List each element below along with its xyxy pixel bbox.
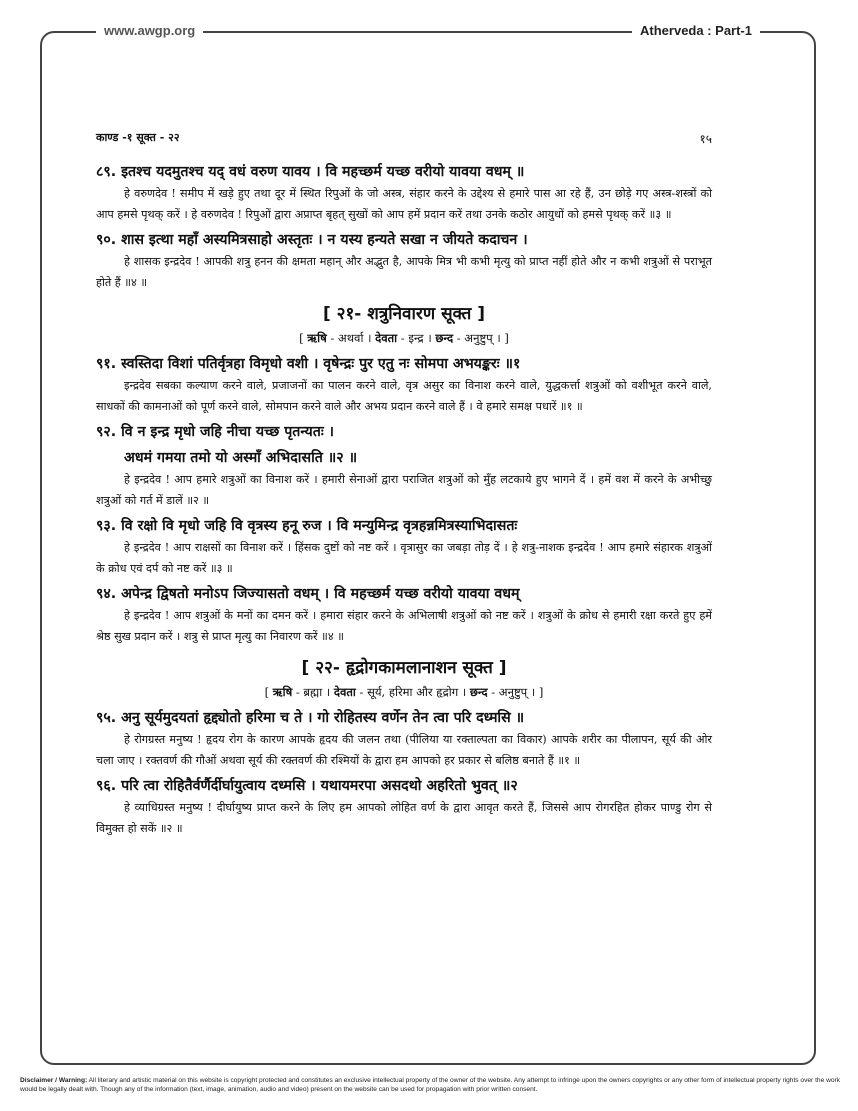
devata-label: देवता [375,331,398,345]
meta-open-bracket: [ [299,331,304,345]
translation-90: हे शासक इन्द्रदेव ! आपकी शत्रु हनन की क्षमता महान् और अद्भुत है, आपके मित्र भी कभी मृत्यु को प्राप्त नहीं होते और न कभी शत्रुओं से पराभूत होते हैं ॥४ ॥ [96,255,712,289]
book-title: Atherveda : Part-1 [632,23,760,38]
verse-93: ९३. वि रक्षो वि मृधो जहि वि वृत्रस्य हनू रुज । वि मन्युमिन्द्र वृत्रहन्नमित्रस्याभिदासतः [96,518,518,534]
verse-94: ९४. अपेन्द्र द्विषतो मनोऽप जिज्यासतो वधम् । वि महच्छर्म यच्छ वरीयो यावया वधम् [96,586,520,602]
chhand-label: छन्द [435,331,454,345]
verse-92-line2: अधमं गमया तमो यो अस्माँ अभिदासति ॥२ ॥ [124,450,358,466]
translation-94: हे इन्द्रदेव ! आप शत्रुओं के मनों का दमन करें । हमारा संहार करने के अभिलाषी शत्रुओं को नष्ट करें । शत्रुओं के क्रोध से हमारी रक्षा करते हुए हमें श्रेष्ठ सुख प्रदान करें । शत्रु से प्राप्त मृत्यु का निवारण करें ॥४ ॥ [96,609,712,643]
verse-89: ८९. इतश्च यदमुतश्च यद् वधं वरुण यावय । वि महच्छर्म यच्छ वरीयो यावया वधम् ॥ [96,164,525,180]
rishi-label: ऋषि [272,685,293,699]
translation-95: हे रोगग्रस्त मनुष्य ! हृदय रोग के कारण आपके हृदय की जलन तथा (पीलिया या रक्ताल्पता का विकार) आपके शरीर का पीलापन, सूर्य की ओर चला जाए । रक्तवर्ण की गौओं अथवा सूर्य की रक्तवर्ण की रश्मियों के द्वारा हम आपको हर प्रकार से बलिष्ठ बनाते हैं ॥१ ॥ [96,733,712,767]
kanda-sukta-location: काण्ड -१ सूक्त - २२ [96,131,180,144]
rishi-label: ऋषि [307,331,327,345]
devata-label: देवता [333,685,356,699]
page-number: १५ [699,132,712,146]
verse-92: ९२. वि न इन्द्र मृधो जहि नीचा यच्छ पृतन्यतः । [96,424,335,440]
devata-value: इन्द्र । [408,331,432,345]
verse-96: ९६. परि त्वा रोहितैर्वर्णैर्दीर्घायुत्वाय दध्मसि । यथायमरपा असदथो अहरितो भुवत् ॥२ [96,778,518,794]
page-content [96,130,712,839]
site-url[interactable]: www.awgp.org [96,23,203,38]
sukta-21-title: [ २१- शत्रुनिवारण सूक्त ] [322,304,486,324]
chhand-label: छन्द [469,685,488,699]
sukta-21-meta: [ ऋषि - अथर्वा । देवता - इन्द्र । छन्द - अनुष्टुप् । ] [299,331,509,345]
sukta-22-title: [ २२- हृद्रोगकामलानाशन सूक्त ] [301,658,507,678]
disclaimer-text: All literary and artistic material on this website is copyright protected and constitutes an exclusive intellectual property of the owner of the website. Any attempt to infringe upon the owners copyrights or any other form of intellectual property rights over the work would be legally dealt with. Though any of the information (text, image, animation, audio and video) present on the website can be used for propagation with prior written consent. [20,1077,840,1093]
verse-91: ९१. स्वस्तिदा विशां पतिर्वृत्रहा विमृधो वशी । वृषेन्द्रः पुर एतु नः सोमपा अभयङ्करः ॥१ [96,356,521,372]
disclaimer [20,1076,840,1094]
translation-96: हे व्याधिग्रस्त मनुष्य ! दीर्घायुष्य प्राप्त करने के लिए हम आपको लोहित वर्ण के द्वारा आवृत करते हैं, जिससे आप रोगरहित होकर पाण्डु रोग से विमुक्त हो सकें ॥२ ॥ [96,801,712,835]
sukta-22-meta: [ ऋषि - ब्रह्मा । देवता - सूर्य, हरिमा और हृद्रोग । छन्द - अनुष्टुप् । ] [264,685,544,699]
rishi-value: अथर्वा । [337,331,372,345]
translation-91: इन्द्रदेव सबका कल्याण करने वाले, प्रजाजनों का पालन करने वाले, वृत्र असुर का विनाश करने वाले, युद्धकर्त्ता शत्रुओं को वशीभूत करने वाले, साधकों की कामनाओं को पूर्ण करने वाले, सोमपान करने वाले और अभय प्रदान करने वाले हैं । वे हमारे समक्ष पधारें ॥१ ॥ [96,379,712,413]
devata-value: सूर्य, हरिमा और हृद्रोग । [367,685,467,699]
translation-93: हे इन्द्रदेव ! आप राक्षसों का विनाश करें । हिंसक दुष्टों को नष्ट करें । वृत्रासुर का जबड़ा तोड़ दें । हे शत्रु-नाशक इन्द्रदेव ! आप हमारे संहारक शत्रुओं के क्रोध एवं दर्प को नष्ट करें ॥३ ॥ [96,541,712,575]
translation-89: हे वरुणदेव ! समीप में खड़े हुए तथा दूर में स्थित रिपुओं के जो अस्त्र, संहार करने के उद्देश्य से हमारे पास आ रहे हैं, उन छोड़े गए अस्त्र-शस्त्रों को आप हमसे पृथक् करें । हे वरुणदेव ! रिपुओं द्वारा अप्राप्त बृहत् सुखों को आप हमें प्रदान करें तथा उनके कठोर आयुधों को हमसे पृथक् करें ॥३ ॥ [96,187,712,221]
page-header [96,130,712,147]
meta-open-bracket: [ [264,685,270,699]
chhand-value: अनुष्टुप् । ] [464,331,509,345]
verse-90: ९०. शास इत्था महाँ अस्यमित्रसाहो अस्तृतः । न यस्य हन्यते सखा न जीयते कदाचन । [96,232,528,248]
rishi-value: ब्रह्मा । [303,685,331,699]
translation-92: हे इन्द्रदेव ! आप हमारे शत्रुओं का विनाश करें । हमारी सेनाओं द्वारा पराजित शत्रुओं को मुँह लटकाये हुए भागने दें । हमें वश में करने के अभीच्छु शत्रुओं को गर्त में डालें ॥२ ॥ [96,473,712,507]
disclaimer-label: Disclaimer / Warning: [20,1077,88,1084]
chhand-value: अनुष्टुप् । ] [498,685,544,699]
verse-95: ९५. अनु सूर्यमुदयतां हृद्द्योतो हरिमा च ते । गो रोहितस्य वर्णेन तेन त्वा परि दध्मसि ॥ [96,710,525,726]
